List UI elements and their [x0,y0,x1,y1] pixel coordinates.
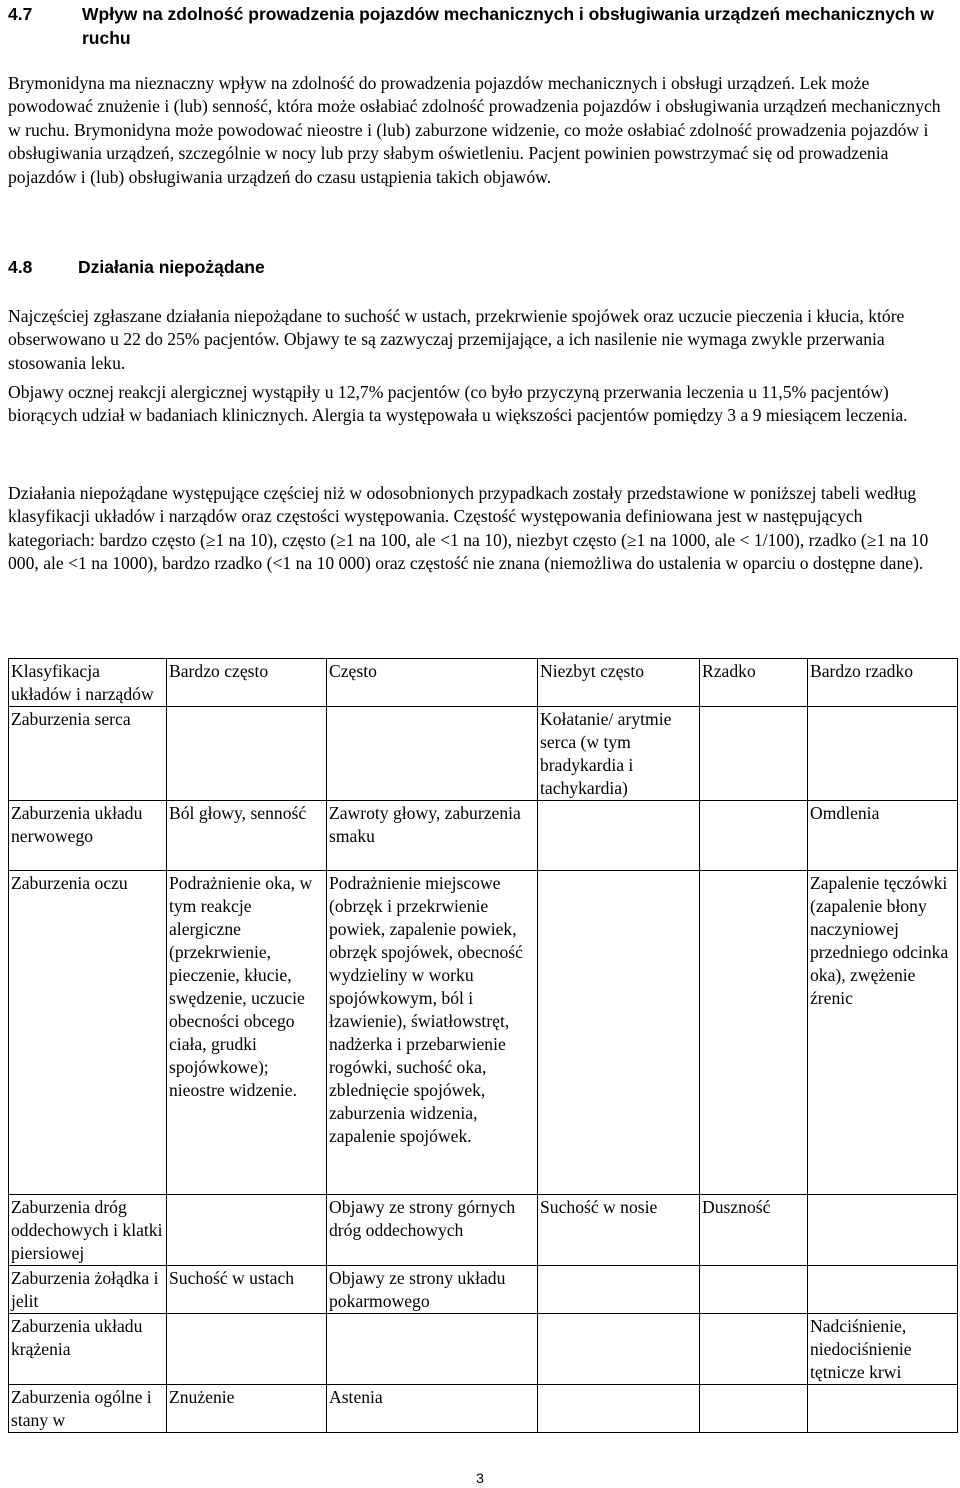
table-cell: Nadciśnienie, niedociśnienie tętnicze krwi [808,1314,958,1385]
table-row [9,707,958,801]
table-cell: Kołatanie/ arytmie serca (w tym bradykardia i tachykardia) [538,707,700,801]
table-cell [538,801,700,871]
adverse-reactions-table [8,658,958,1433]
table-row [9,1266,958,1314]
section-number: 4.8 [8,257,33,277]
table-cell: Zapalenie tęczówki (zapalenie błony naczyniowej przedniego odcinka oka), zwężenie źrenic [808,871,958,1195]
table-cell [808,1385,958,1433]
section-4-8-paragraph-2: Objawy ocznej reakcji alergicznej wystąpiły u 12,7% pacjentów (co było przyczyną przerwania leczenia u 11,5% pacjentów) biorących udział w badaniach klinicznych. Alergia ta występowała u większości pacjentów pomiędzy 3 a 9 miesiącem leczenia. [8,382,908,426]
table-cell [538,871,700,1195]
table-cell: Objawy ze strony górnych dróg oddechowych [327,1195,538,1266]
table-cell: Znużenie [167,1385,327,1433]
table-row [9,1385,958,1433]
table-cell: Zaburzenia ogólne i stany w [9,1385,167,1433]
table-header-row [9,659,958,707]
header-cell: Bardzo rzadko [808,659,958,707]
table-cell: Astenia [327,1385,538,1433]
header-cell: Klasyfikacja układów i narządów [9,659,167,707]
table-cell [327,707,538,801]
table-cell [700,1266,808,1314]
table-cell [327,1314,538,1385]
table-cell: Ból głowy, senność [167,801,327,871]
table-cell: Objawy ze strony układu pokarmowego [327,1266,538,1314]
table-row [9,871,958,1195]
section-title: Wpływ na zdolność prowadzenia pojazdów mechanicznych i obsługiwania urządzeń mechanicznych w ruchu [82,4,934,48]
section-4-7-paragraph: Brymonidyna ma nieznaczny wpływ na zdolność do prowadzenia pojazdów mechanicznych i obsługi urządzeń. Lek może powodować znużenie i (lub) senność, która może osłabiać zdolność prowadzenia pojazdów i obsługiwania urządzeń mechanicznych w ruchu. Brymonidyna może powodować nieostre i (lub) zaburzone widzenie, co może osłabiać zdolność prowadzenia pojazdów i obsługiwania urządzeń, szczególnie w nocy lub przy słabym oświetleniu. Pacjent powinien powstrzymać się od prowadzenia pojazdów i (lub) obsługiwania urządzeń do czasu ustąpienia takich objawów. [8,73,941,187]
table-cell [700,707,808,801]
table-cell [808,1266,958,1314]
table-cell: Podrażnienie oka, w tym reakcje alergiczne (przekrwienie, pieczenie, kłucie, swędzenie, uczucie obecności obcego ciała, grudki spojówkowe); nieostre widzenie. [167,871,327,1195]
table-cell [538,1314,700,1385]
table-cell: Suchość w ustach [167,1266,327,1314]
section-4-7-heading [8,2,948,50]
table-cell [167,1195,327,1266]
section-4-8-paragraph-1: Najczęściej zgłaszane działania niepożądane to suchość w ustach, przekrwienie spojówek oraz uczucie pieczenia i kłucia, które obserwowano u 22 do 25% pacjentów. Objawy te są zazwyczaj przemijające, a ich nasilenie nie wymaga zwykle przerwania stosowania leku. [8,306,905,373]
table-cell: Podrażnienie miejscowe (obrzęk i przekrwienie powiek, zapalenie powiek, obrzęk spojówek, obecność wydzieliny w worku spojówkowym, ból i łzawienie), światłowstręt, nadżerka i przebarwienie rogówki, suchość oka, zblednięcie spojówek, zaburzenia widzenia, zapalenie spojówek. [327,871,538,1195]
table-cell: Suchość w nosie [538,1195,700,1266]
table-cell [808,1195,958,1266]
table-cell [808,707,958,801]
table-row [9,1195,958,1266]
header-cell: Rzadko [700,659,808,707]
table-cell [538,1266,700,1314]
section-title: Działania niepożądane [78,257,265,277]
header-cell: Bardzo często [167,659,327,707]
table-cell [167,1314,327,1385]
section-4-8-paragraph-3: Działania niepożądane występujące częściej niż w odosobnionych przypadkach zostały przedstawione w poniższej tabeli według klasyfikacji układów i narządów oraz częstości występowania. Częstość występowania definiowana jest w następujących kategoriach: bardzo często (≥1 na 10), często (≥1 na 100, ale <1 na 10), niezbyt często (≥1 na 1000, ale < 1/100), rzadko (≥1 na 10 000, ale <1 na 1000), bardzo rzadko (<1 na 10 000) oraz częstość nie znana (niemożliwa do ustalenia w oparciu o dostępne dane). [8,483,929,574]
table-cell: Duszność [700,1195,808,1266]
header-cell: Niezbyt często [538,659,700,707]
table-cell [700,1314,808,1385]
table-cell: Zaburzenia serca [9,707,167,801]
table-cell: Zaburzenia układu nerwowego [9,801,167,871]
table-cell [700,1385,808,1433]
page-number: 3 [476,1470,484,1486]
table-cell [700,801,808,871]
table-cell: Zaburzenia dróg oddechowych i klatki piersiowej [9,1195,167,1266]
table-cell [700,871,808,1195]
table-cell: Zaburzenia oczu [9,871,167,1195]
section-number: 4.7 [8,4,33,24]
table-cell [538,1385,700,1433]
table-row [9,801,958,871]
table-cell: Zawroty głowy, zaburzenia smaku [327,801,538,871]
table-cell: Omdlenia [808,801,958,871]
table-cell: Zaburzenia układu krążenia [9,1314,167,1385]
header-cell: Często [327,659,538,707]
table-cell: Zaburzenia żołądka i jelit [9,1266,167,1314]
table-row [9,1314,958,1385]
table-cell [167,707,327,801]
